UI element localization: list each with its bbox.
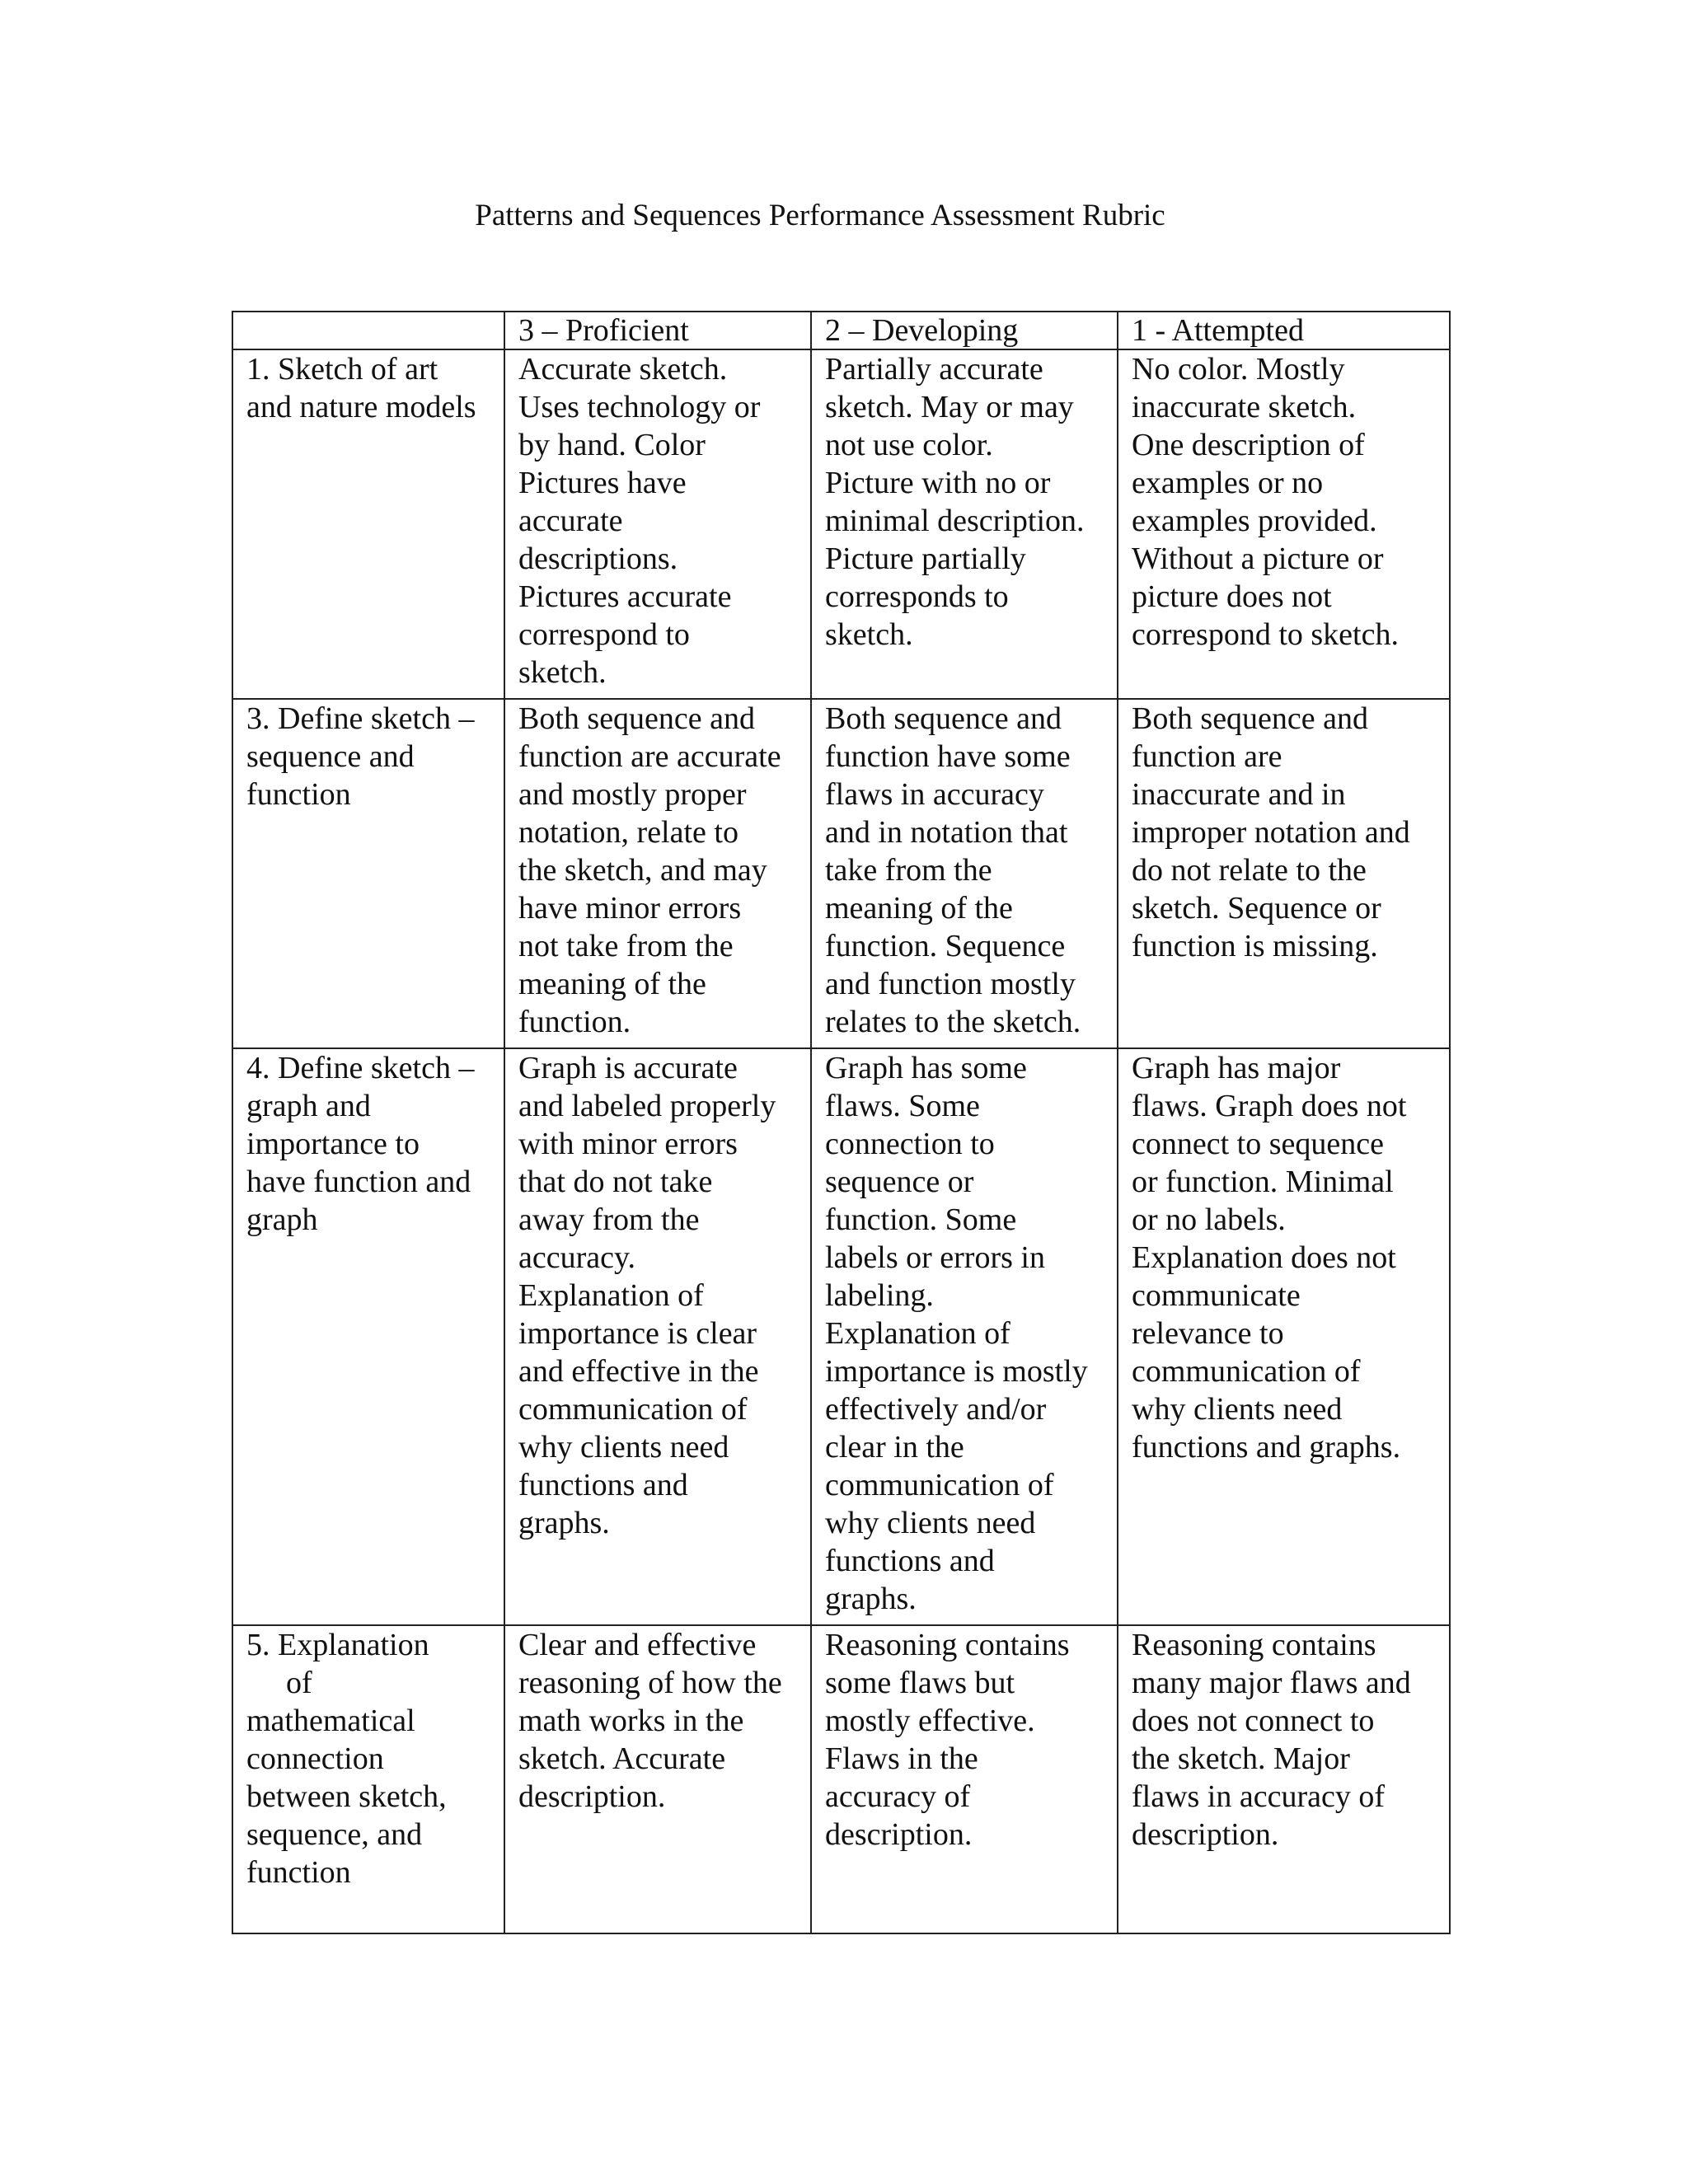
explanation-developing-text: Reasoning contains some flaws but mostly effective. Flaws in the accuracy of description. bbox=[825, 1628, 1070, 1852]
rubric-row-graph bbox=[232, 1048, 1450, 1625]
header-attempted-label: 1 - Attempted bbox=[1132, 313, 1304, 348]
sketch-developing-text: Partially accurate sketch. May or may not use color. Picture with no or minimal description. Picture partially corresponds to sketch. bbox=[825, 352, 1085, 652]
proficient-cell bbox=[504, 349, 811, 699]
rubric-row-explanation bbox=[232, 1625, 1450, 1933]
criterion-graph: 4. Define sketch – graph and importance to have function and graph bbox=[246, 1051, 475, 1237]
proficient-cell bbox=[504, 699, 811, 1048]
attempted-cell bbox=[1118, 699, 1450, 1048]
graph-attempted-text: Graph has major flaws. Graph does not connect to sequence or function. Minimal or no labels. Explanation does not communicate relevance to communication of why clients need functions and graphs. bbox=[1132, 1051, 1407, 1465]
criterion-cell bbox=[232, 1048, 504, 1625]
criterion-sequence-function: 3. Define sketch – sequence and function bbox=[246, 701, 475, 812]
criterion-cell bbox=[232, 349, 504, 699]
header-attempted-cell bbox=[1118, 312, 1450, 349]
header-developing-cell bbox=[811, 312, 1118, 349]
rubric-row-sketch bbox=[232, 349, 1450, 699]
developing-cell bbox=[811, 699, 1118, 1048]
explanation-attempted-text: Reasoning contains many major flaws and does not connect to the sketch. Major flaws in accuracy of description. bbox=[1132, 1628, 1411, 1852]
attempted-cell bbox=[1118, 1625, 1450, 1933]
proficient-cell bbox=[504, 1625, 811, 1933]
criterion-cell bbox=[232, 1625, 504, 1933]
sequence-attempted-text: Both sequence and function are inaccurate and in improper notation and do not relate to the sketch. Sequence or function is missing. bbox=[1132, 701, 1410, 963]
header-criterion-cell bbox=[232, 312, 504, 349]
document-title: Patterns and Sequences Performance Assessment Rubric bbox=[475, 199, 1165, 232]
graph-developing-text: Graph has some flaws. Some connection to sequence or function. Some labels or errors in labeling. Explanation of importance is mostly effectively and/or clear in the communication of why clients need functions and graphs. bbox=[825, 1051, 1088, 1616]
sketch-attempted-text: No color. Mostly inaccurate sketch. One description of examples or no examples provided. Without a picture or picture does not correspond to sketch. bbox=[1132, 352, 1399, 652]
proficient-cell bbox=[504, 1048, 811, 1625]
developing-cell bbox=[811, 349, 1118, 699]
developing-cell bbox=[811, 1625, 1118, 1933]
criterion-explanation-rest: mathematical connection between sketch, sequence, and function bbox=[246, 1704, 447, 1890]
rubric-table bbox=[232, 311, 1451, 1934]
sketch-proficient-text: Accurate sketch. Uses technology or by hand. Color Pictures have accurate descriptions. Pictures accurate correspond to sketch. bbox=[518, 352, 761, 690]
header-developing-label: 2 – Developing bbox=[825, 313, 1019, 348]
rubric-header-row bbox=[232, 312, 1450, 349]
rubric-row-sequence-function bbox=[232, 699, 1450, 1048]
header-proficient-label: 3 – Proficient bbox=[518, 313, 689, 348]
developing-cell bbox=[811, 1048, 1118, 1625]
criterion-cell bbox=[232, 699, 504, 1048]
graph-proficient-text: Graph is accurate and labeled properly with minor errors that do not take away from the accuracy. Explanation of importance is clear and effective in the communication of why clients need functions and graphs. bbox=[518, 1051, 776, 1540]
sequence-proficient-text: Both sequence and function are accurate and mostly proper notation, relate to the sketch, and may have minor errors not take from the meaning of the function. bbox=[518, 701, 781, 1039]
criterion-sketch: 1. Sketch of art and nature models bbox=[246, 352, 476, 424]
attempted-cell bbox=[1118, 349, 1450, 699]
sequence-developing-text: Both sequence and function have some flaws in accuracy and in notation that take from the meaning of the function. Sequence and function mostly relates to the sketch. bbox=[825, 701, 1081, 1039]
attempted-cell bbox=[1118, 1048, 1450, 1625]
criterion-explanation-of: of bbox=[286, 1666, 312, 1700]
header-proficient-cell bbox=[504, 312, 811, 349]
criterion-explanation-lead: 5. Explanation bbox=[246, 1628, 429, 1662]
explanation-proficient-text: Clear and effective reasoning of how the math works in the sketch. Accurate description. bbox=[518, 1628, 782, 1814]
